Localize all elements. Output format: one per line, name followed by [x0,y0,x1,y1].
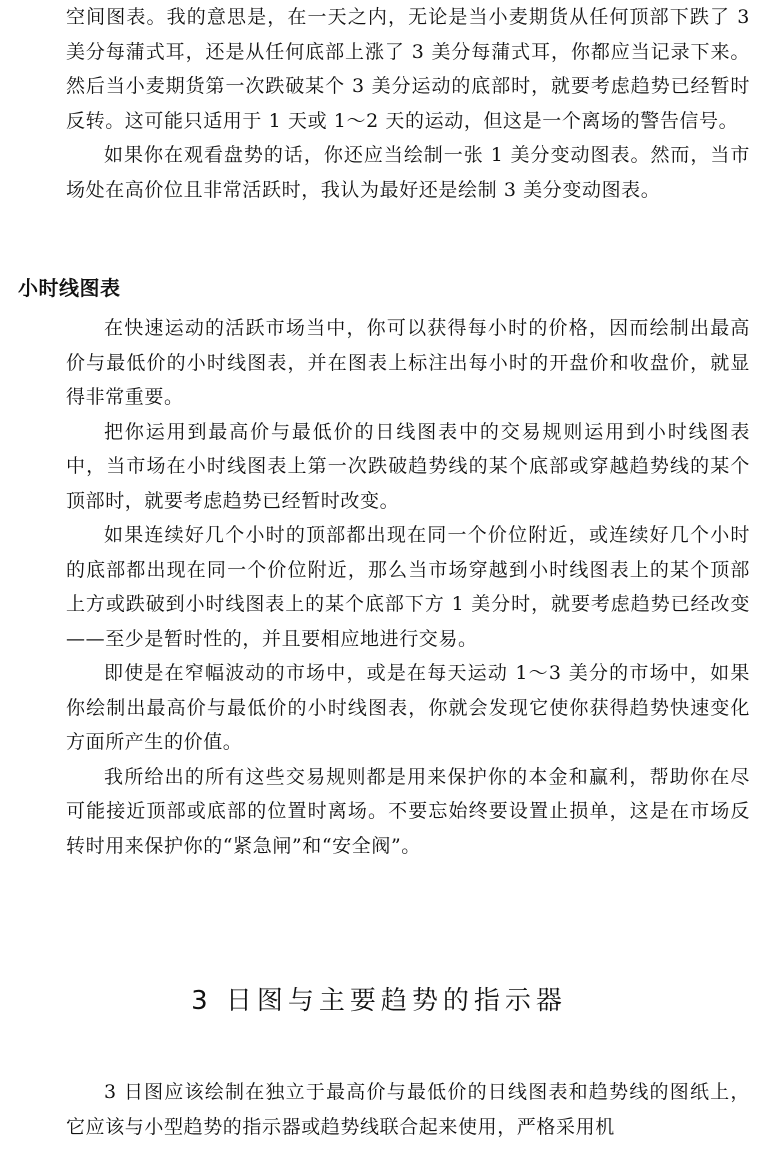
paragraph: 即使是在窄幅波动的市场中，或是在每天运动 1～3 美分的市场中，如果你绘制出最高价与最低价的小时线图表，你就会发现它使你获得趋势快速变化方面所产生的价值。 [66,662,750,753]
paragraph: 空间图表。我的意思是，在一天之内，无论是当小麦期货从任何顶部下跌了 3 美分每蒲式耳，还是从任何底部上涨了 3 美分每蒲式耳，你都应当记录下来。然后当小麦期货第一次跌破某个 3 美分运动的底部时，就要考虑趋势已经暂时反转。这可能只适用于 1 天或 1～2 天的运动，但这是一个离场的警告信号。 [66,6,750,132]
paragraph: 如果你在观看盘势的话，你还应当绘制一张 1 美分变动图表。然而，当市场处在高价位且非常活跃时，我认为最好还是绘制 3 美分变动图表。 [66,144,750,201]
paragraph: 如果连续好几个小时的顶部都出现在同一个价位附近，或连续好几个小时的底部都出现在同一个价位附近，那么当市场穿越到小时线图表上的某个顶部上方或跌破到小时线图表上的某个底部下方 1 美分时，就要考虑趋势已经改变——至少是暂时性的，并且要相应地进行交易。 [66,524,750,650]
section-1-body [66,0,750,207]
chapter-title: 3 日图与主要趋势的指示器 [191,986,567,1016]
paragraph: 我所给出的所有这些交易规则都是用来保护你的本金和赢利，帮助你在尽可能接近顶部或底部的位置时离场。不要忘始终要设置止损单，这是在市场反转时用来保护你的“紧急闸”和“安全阀”。 [66,765,750,857]
chapter-body [66,1075,750,1144]
section-heading-hourly-chart: 小时线图表 [18,276,121,300]
paragraph: 在快速运动的活跃市场当中，你可以获得每小时的价格，因而绘制出最高价与最低价的小时线图表，并在图表上标注出每小时的开盘价和收盘价，就显得非常重要。 [66,317,750,408]
paragraph: 3 日图应该绘制在独立于最高价与最低价的日线图表和趋势线的图纸上，它应该与小型趋势的指示器或趋势线联合起来使用，严格采用机 [66,1081,750,1138]
section-2-body [66,311,750,863]
paragraph: 把你运用到最高价与最低价的日线图表中的交易规则运用到小时线图表中，当市场在小时线图表上第一次跌破趋势线的某个底部或穿越趋势线的某个顶部时，就要考虑趋势已经暂时改变。 [66,420,750,512]
